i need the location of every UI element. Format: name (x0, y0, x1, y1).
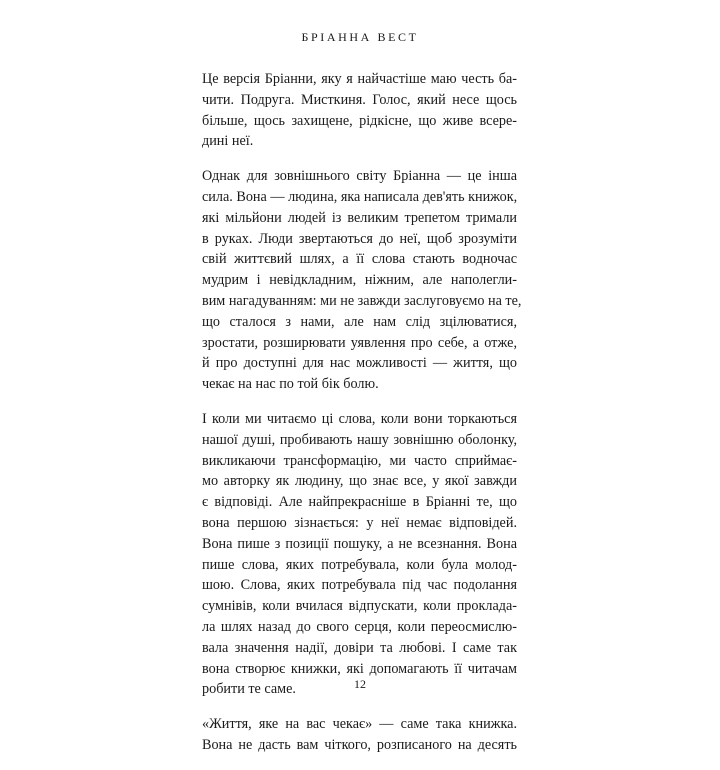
running-head: БРІАННА ВЕСТ (301, 30, 419, 44)
text-line: чити. Подруга. Мисткиня. Голос, який несе щось (202, 91, 517, 108)
text-line: вим нагадуванням: ми не завжди заслуговуємо на те, (202, 292, 522, 309)
text-line: робити те саме. (202, 681, 296, 698)
text-line: викликаючи трансформацію, ми часто сприймає- (202, 452, 517, 469)
text-line: мо авторку як людину, що знає все, у якої завжди (202, 473, 517, 490)
paragraph-4 (202, 714, 517, 756)
text-line: мудрим і невідкладним, ніжним, але наполегли- (202, 272, 517, 289)
text-line: нашої душі, пробивають нашу зовнішню оболонку, (202, 431, 517, 448)
text-line: Вона не дасть вам чіткого, розписаного на десять (202, 736, 517, 753)
text-line: й про доступні для нас можливості — життя, що (202, 355, 517, 372)
text-line: в руках. Люди звертаються до неї, щоб зрозуміти (202, 230, 517, 247)
text-line: чекає на нас по той бік болю. (202, 376, 379, 393)
text-line: вона створює книжки, які допомагають її читачам (202, 660, 517, 677)
text-line: які мільйони людей із великим трепетом тримали (202, 209, 517, 226)
text-line: зростати, розширювати уявлення про себе, а отже, (202, 334, 517, 351)
text-line: що сталося з нами, але нам слід зцілюватися, (202, 313, 517, 330)
text-line: шою. Слова, яких потребувала під час подолання (202, 577, 517, 594)
text-line: дині неї. (202, 133, 254, 150)
text-line: пише слова, яких потребувала, коли була молод- (202, 556, 517, 573)
text-line: сумнівів, коли вчилася відпускати, коли проклада- (202, 598, 517, 615)
text-line: вала значення надії, довіри та любові. І саме так (202, 639, 517, 656)
text-line: більше, щось захищене, рідкісне, що живе всере- (202, 112, 517, 129)
text-line: Однак для зовнішнього світу Бріанна — це інша (202, 168, 517, 185)
text-line: вона першою зізнається: у неї немає відповідей. (202, 514, 517, 531)
text-line: ла шлях назад до свого серця, коли переосмислю- (202, 618, 517, 635)
paragraph-1 (202, 69, 517, 152)
text-line: є відповіді. Але найпрекрасніше в Бріанні те, що (202, 494, 517, 511)
text-line: свій життєвий шлях, а її слова стають водночас (202, 251, 517, 268)
body-text (202, 69, 522, 770)
paragraph-3 (202, 409, 517, 700)
text-line: Вона пише з позиції пошуку, а не всезнання. Вона (202, 535, 517, 552)
page-number: 12 (354, 677, 366, 691)
text-line: «Життя, яке на вас чекає» — саме така книжка. (202, 716, 517, 733)
text-line: сила. Вона — людина, яка написала дев'ять книжок, (202, 188, 518, 205)
paragraph-2 (202, 166, 522, 395)
text-line: Це версія Бріанни, яку я найчастіше маю честь ба- (202, 71, 517, 87)
text-line: І коли ми читаємо ці слова, коли вони торкаються (202, 410, 517, 427)
